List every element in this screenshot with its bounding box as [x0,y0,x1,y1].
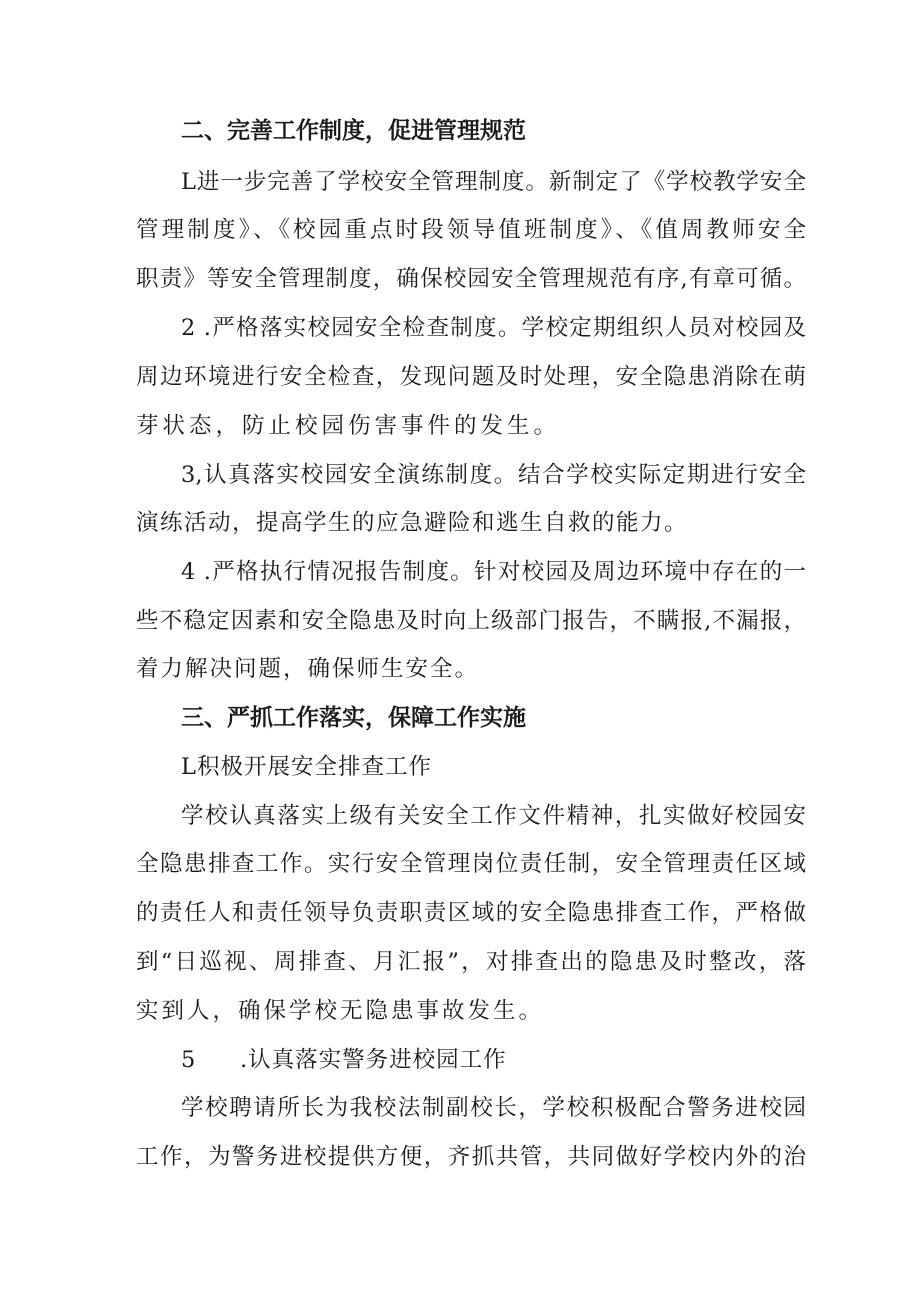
paragraph-line [0,313,920,343]
paragraph-line [0,801,920,831]
paragraph-text: 实到人，确保学校无隐患事故发生。 [136,998,545,1024]
paragraph-text: 全隐患排查工作。实行安全管理岗位责任制，安全管理责任区域 [136,851,806,877]
paragraph-line [0,460,920,490]
paragraph-text: 些不稳定因素和安全隐患及时向上级部门报告，不瞒报,不漏报， [136,608,806,634]
paragraph-text: 工作，为警务进校提供方便，齐抓共管，共同做好学校内外的治 [136,1144,806,1170]
section-heading-3 [0,703,920,733]
paragraph-line [0,996,920,1026]
section-heading-2 [0,116,920,146]
paragraph-line [0,215,920,245]
paragraph-line [0,606,920,636]
paragraph-text: 2 .严格落实校园安全检查制度。学校定期组织人员对校园及 [181,315,806,341]
paragraph-text: 演练活动，提高学生的应急避险和逃生自救的能力。 [136,510,689,536]
paragraph-line [0,1093,920,1123]
paragraph-text: 芽状态，防止校园伤害事件的发生。 [136,413,561,439]
paragraph-text: 到“日巡视、周排查、月汇报”，对排查出的隐患及时整改，落 [136,949,806,975]
paragraph-text: 的责任人和责任领导负责职责区域的安全隐患排查工作，严格做 [136,900,806,926]
paragraph-line [0,947,920,977]
paragraph-text: 学校聘请所长为我校法制副校长，学校积极配合警务进校园 [181,1095,806,1121]
paragraph-line [0,898,920,928]
paragraph-line [0,362,920,392]
paragraph-line [0,167,920,197]
paragraph-text: 学校认真落实上级有关安全工作文件精神，扎实做好校园安 [181,803,806,829]
subheading-text: L积极开展安全排查工作 [181,754,432,780]
paragraph-line [0,264,920,294]
subheading-line [0,1045,920,1075]
paragraph-text: 3,认真落实校园安全演练制度。结合学校实际定期进行安全 [181,462,806,488]
heading-text: 三、严抓工作落实，保障工作实施 [181,705,526,731]
subheading-text: .认真落实警务进校园工作 [240,1047,507,1073]
paragraph-text: 4 .严格执行情况报告制度。针对校园及周边环境中存在的一 [181,559,806,585]
subheading-line [0,752,920,782]
heading-text: 二、完善工作制度，促进管理规范 [181,118,526,144]
paragraph-line [0,1142,920,1172]
paragraph-text: 着力解决问题，确保师生安全。 [136,656,480,682]
paragraph-text: 管理制度》、《校园重点时段领导值班制度》、《值周教师安全 [136,217,806,243]
paragraph-line [0,508,920,538]
paragraph-line [0,849,920,879]
paragraph-text: L进一步完善了学校安全管理制度。新制定了《学校教学安全 [181,169,806,195]
paragraph-line [0,411,920,441]
paragraph-text: 职责》等安全管理制度，确保校园安全管理规范有序,有章可循。 [136,266,806,292]
paragraph-line [0,557,920,587]
paragraph-text: 周边环境进行安全检查，发现问题及时处理，安全隐患消除在萌 [136,364,806,390]
subheading-number: 5 [181,1047,196,1073]
paragraph-line [0,654,920,684]
